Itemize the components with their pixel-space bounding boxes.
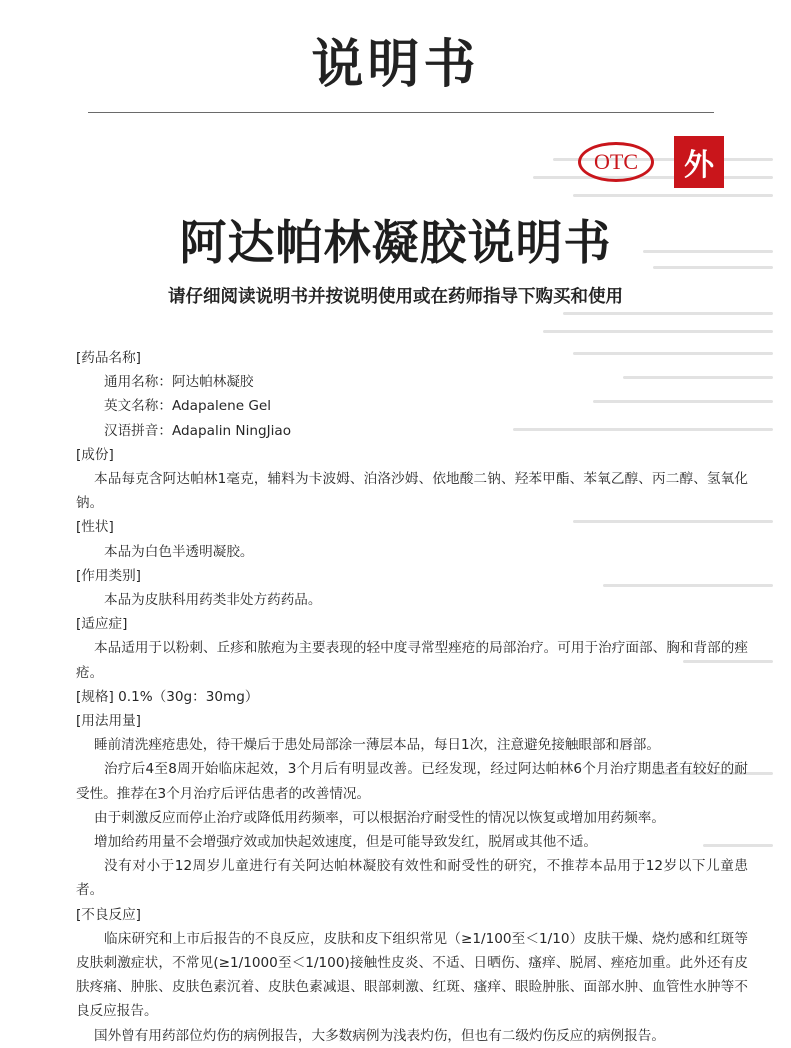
- document-subtitle: 请仔细阅读说明书并按说明使用或在药师指导下购买和使用: [168, 287, 623, 307]
- otc-label: OTC: [594, 149, 638, 174]
- section-header-ingredients: [成份]: [76, 446, 114, 463]
- external-use-badge: [674, 136, 724, 188]
- document-title: 阿达帕林凝胶说明书: [179, 216, 612, 271]
- adverse-paragraph-2: 国外曾有用药部位灼伤的病例报告，大多数病例为浅表灼伤，但也有二级灼伤反应的病例报告。: [94, 1027, 665, 1044]
- heading-divider: [88, 112, 714, 113]
- adverse-paragraph-1: 临床研究和上市后报告的不良反应，皮肤和皮下组织常见（≥1/100至＜1/10）皮肤干燥、烧灼感和红斑等皮肤刺激症状，不常见(≥1/1000至＜1/100)接触性皮炎、不适、日晒伤、瘙痒、脱屑、痤疮加重。此外还有皮肤疼痛、肿胀、皮肤色素沉着、皮肤色素减退、眼部刺激、红斑、瘙痒、眼睑肿胀、面部水肿、血管性水肿等不良反应报告。: [76, 930, 748, 1020]
- section-header-adverse-reactions: [不良反应]: [76, 906, 141, 923]
- properties-text: 本品为白色半透明凝胶。: [104, 543, 254, 560]
- external-use-label: 外: [684, 148, 714, 183]
- usage-paragraph-4: 增加给药用量不会增强疗效或加快起效速度，但是可能导致发红，脱屑或其他不适。: [94, 834, 597, 851]
- section-header-indications: [适应症]: [76, 616, 128, 633]
- leaflet-body: [76, 346, 748, 1048]
- indications-text: 本品适用于以粉刺、丘疹和脓疱为主要表现的轻中度寻常型痤疮的局部治疗。可用于治疗面部、胸和背部的痤疮。: [76, 640, 748, 681]
- section-header-usage: [用法用量]: [76, 713, 141, 730]
- ingredients-text: 本品每克含阿达帕林1毫克，辅料为卡波姆、泊洛沙姆、依地酸二钠、羟苯甲酯、苯氧乙醇、丙二醇、氢氧化钠。: [76, 471, 748, 512]
- pinyin-name: 汉语拼音：Adapalin NingJiao: [104, 422, 292, 439]
- english-name: 英文名称：Adapalene Gel: [104, 398, 272, 415]
- otc-badge: [578, 142, 654, 182]
- category-text: 本品为皮肤科用药类非处方药药品。: [104, 592, 322, 609]
- section-header-drug-name: [药品名称]: [76, 350, 141, 366]
- generic-name: 通用名称：阿达帕林凝胶: [104, 374, 254, 391]
- page-heading: 说明书: [311, 35, 480, 95]
- usage-paragraph-2: 治疗后4至8周开始临床起效，3个月后有明显改善。已经发现，经过阿达帕林6个月治疗期患者有较好的耐受性。推荐在3个月治疗后评估患者的改善情况。: [76, 761, 748, 802]
- section-header-category: [作用类别]: [76, 567, 141, 584]
- usage-paragraph-3: 由于刺激反应而停止治疗或降低用药频率，可以根据治疗耐受性的情况以恢复或增加用药频率。: [94, 809, 665, 826]
- usage-paragraph-5: 没有对小于12周岁儿童进行有关阿达帕林凝胶有效性和耐受性的研究，不推荐本品用于12岁以下儿童患者。: [76, 858, 748, 899]
- section-header-properties: [性状]: [76, 519, 114, 536]
- usage-paragraph-1: 睡前清洗痤疮患处，待干燥后于患处局部涂一薄层本品，每日1次，注意避免接触眼部和唇部。: [94, 737, 660, 754]
- specification: [规格] 0.1%（30g：30mg）: [76, 688, 259, 705]
